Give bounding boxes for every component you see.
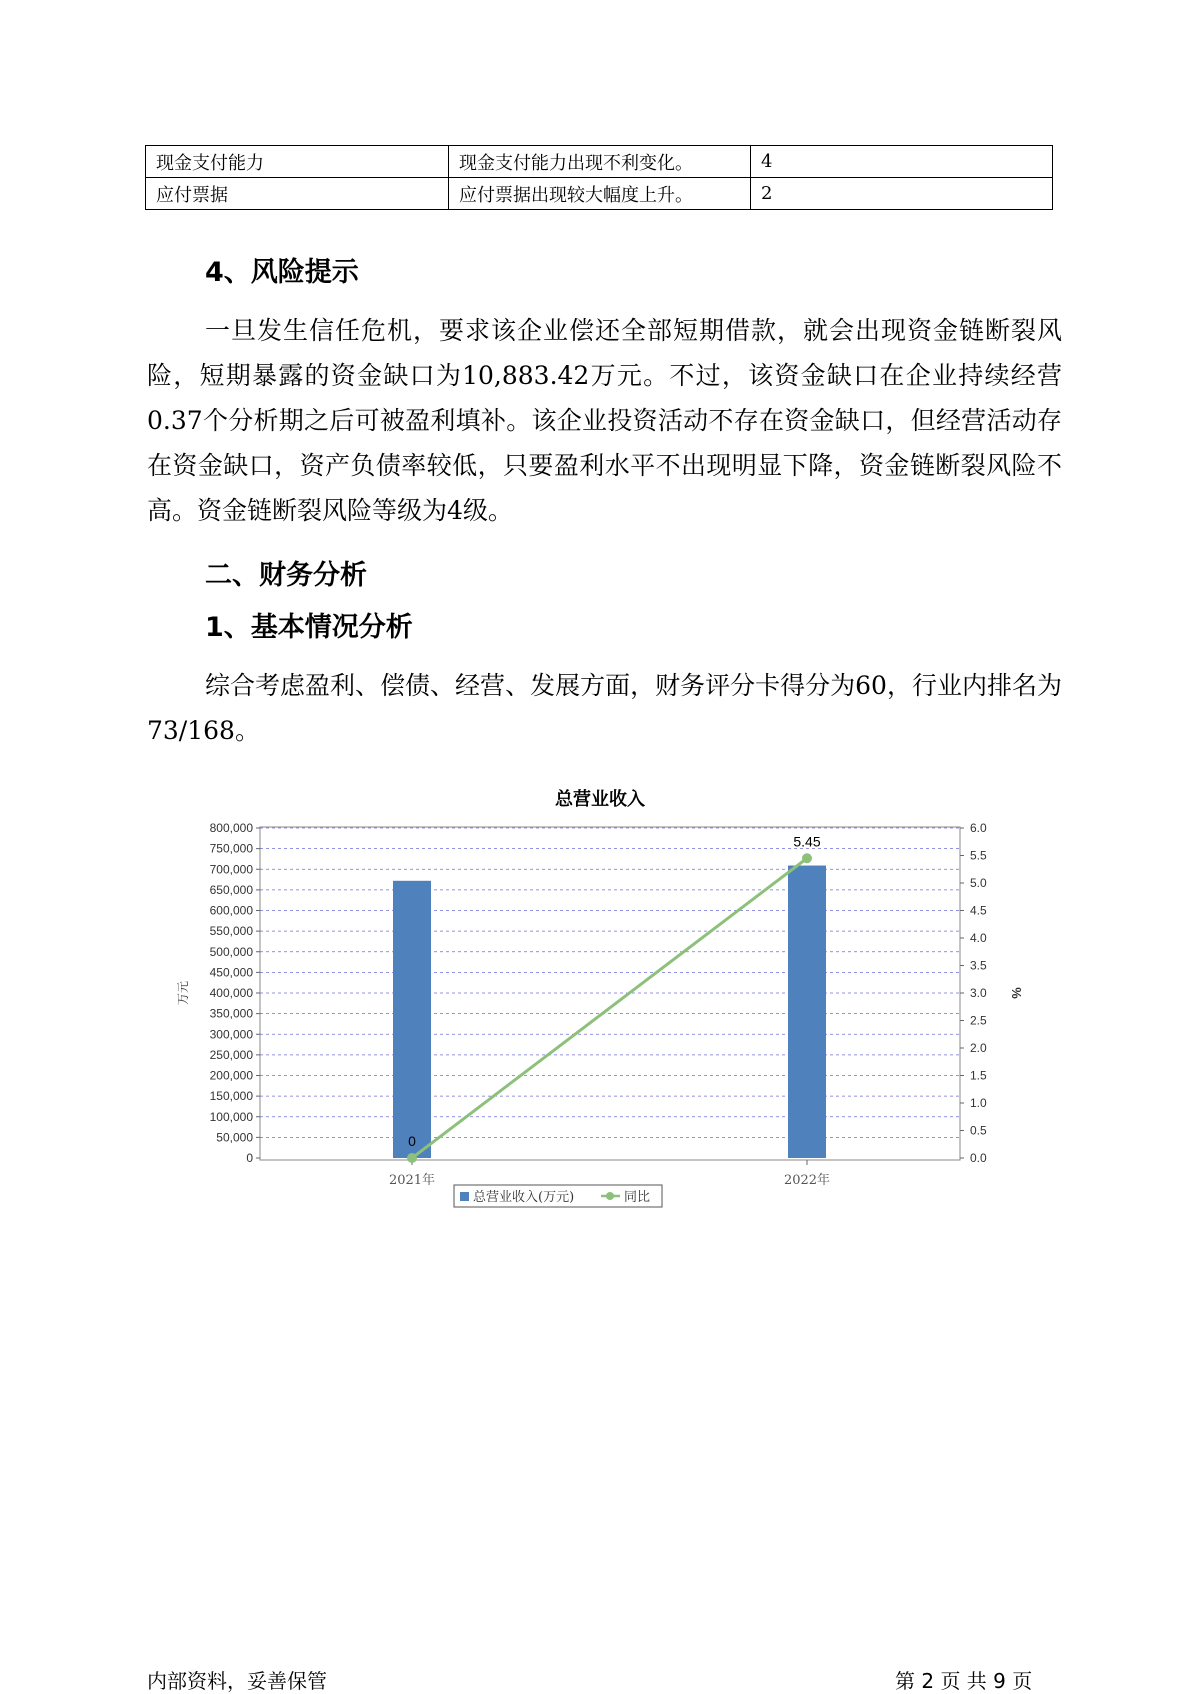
data-label: 0	[408, 1133, 416, 1149]
table-cell-item: 现金支付能力	[146, 146, 449, 178]
y2-tick-label: 2.0	[970, 1041, 987, 1055]
bar	[788, 866, 826, 1158]
y2-tick-label: 5.5	[970, 848, 987, 863]
finance-heading: 二、财务分析	[205, 560, 367, 591]
y-tick-label: 200,000	[209, 1068, 253, 1083]
y-tick-label: 650,000	[209, 882, 253, 897]
y2-tick-label: 5.0	[970, 876, 987, 890]
y-tick-label: 300,000	[209, 1027, 253, 1042]
y-tick-label: 700,000	[209, 862, 253, 877]
y-tick-label: 450,000	[209, 965, 253, 980]
legend-line-label: 同比	[624, 1190, 651, 1205]
y2-tick-label: 0.5	[970, 1123, 987, 1138]
table-cell-desc: 应付票据出现较大幅度上升。	[449, 178, 751, 210]
yoy-point	[802, 853, 812, 863]
y-tick-label: 500,000	[209, 944, 253, 959]
table-cell-item: 应付票据	[146, 178, 449, 210]
basic-paragraph: 综合考虑盈利、偿债、经营、发展方面，财务评分卡得分为60，行业内排名为73/168。	[147, 671, 1062, 745]
chart-title: 总营业收入	[555, 789, 645, 809]
y-tick-label: 550,000	[209, 924, 253, 939]
y2-tick-label: 4.5	[970, 903, 987, 918]
legend-bar-label: 总营业收入(万元)	[473, 1190, 575, 1205]
data-label: 5.45	[793, 833, 821, 850]
x-tick-label: 2021年	[388, 1173, 436, 1188]
legend-bar-swatch	[460, 1192, 469, 1201]
y2-tick-label: 2.5	[970, 1013, 987, 1028]
y-tick-label: 750,000	[209, 841, 253, 856]
y2-axis-label: %	[1009, 987, 1024, 999]
yoy-point	[407, 1153, 417, 1163]
y2-tick-label: 3.0	[970, 986, 987, 1000]
x-tick-label: 2022年	[783, 1173, 831, 1188]
y-tick-label: 50,000	[216, 1130, 253, 1145]
y2-tick-label: 3.5	[970, 958, 987, 973]
table-cell-level: 4	[751, 146, 1053, 178]
footer-page-number: 第 2 页 共 9 页	[895, 1669, 1033, 1693]
y2-tick-label: 4.0	[970, 931, 987, 945]
y-tick-label: 800,000	[209, 821, 253, 835]
legend-line-marker	[606, 1192, 614, 1200]
risk-paragraph: 一旦发生信任危机，要求该企业偿还全部短期借款，就会出现资金链断裂风险，短期暴露的资金缺口为10,883.42万元。不过，该资金缺口在企业持续经营 0.37个分析期之后可被盈利填补。该企业投资活动不存在资金缺口，但经营活动存在资金缺口，资产负债率较低，只要盈利水平不出现明显下降，资金链断裂风险不高。资金链断裂风险等级为4级。	[147, 316, 1062, 525]
y-axis-label: 万元	[176, 980, 190, 1006]
y-tick-label: 0	[246, 1151, 253, 1165]
y-tick-label: 400,000	[209, 986, 253, 1000]
table-cell-level: 2	[751, 178, 1053, 210]
y2-tick-label: 1.0	[970, 1096, 987, 1110]
risk-heading: 4、风险提示	[205, 257, 359, 288]
plot-area	[260, 827, 960, 1160]
table-row	[146, 146, 1053, 178]
bar	[393, 881, 431, 1158]
revenue-chart	[170, 775, 1050, 1235]
y-tick-label: 250,000	[209, 1047, 253, 1062]
y-tick-label: 350,000	[209, 1006, 253, 1021]
y-tick-label: 600,000	[209, 903, 253, 918]
y2-tick-label: 1.5	[970, 1068, 987, 1083]
table-cell-desc: 现金支付能力出现不利变化。	[449, 146, 751, 178]
y2-tick-label: 0.0	[970, 1151, 987, 1165]
risk-table	[145, 145, 1053, 210]
y-tick-label: 150,000	[209, 1089, 253, 1104]
y2-tick-label: 6.0	[970, 821, 987, 835]
table-row	[146, 178, 1053, 210]
footer-left: 内部资料，妥善保管	[147, 1669, 327, 1693]
y-tick-label: 100,000	[209, 1109, 253, 1124]
basic-heading: 1、基本情况分析	[205, 612, 413, 643]
